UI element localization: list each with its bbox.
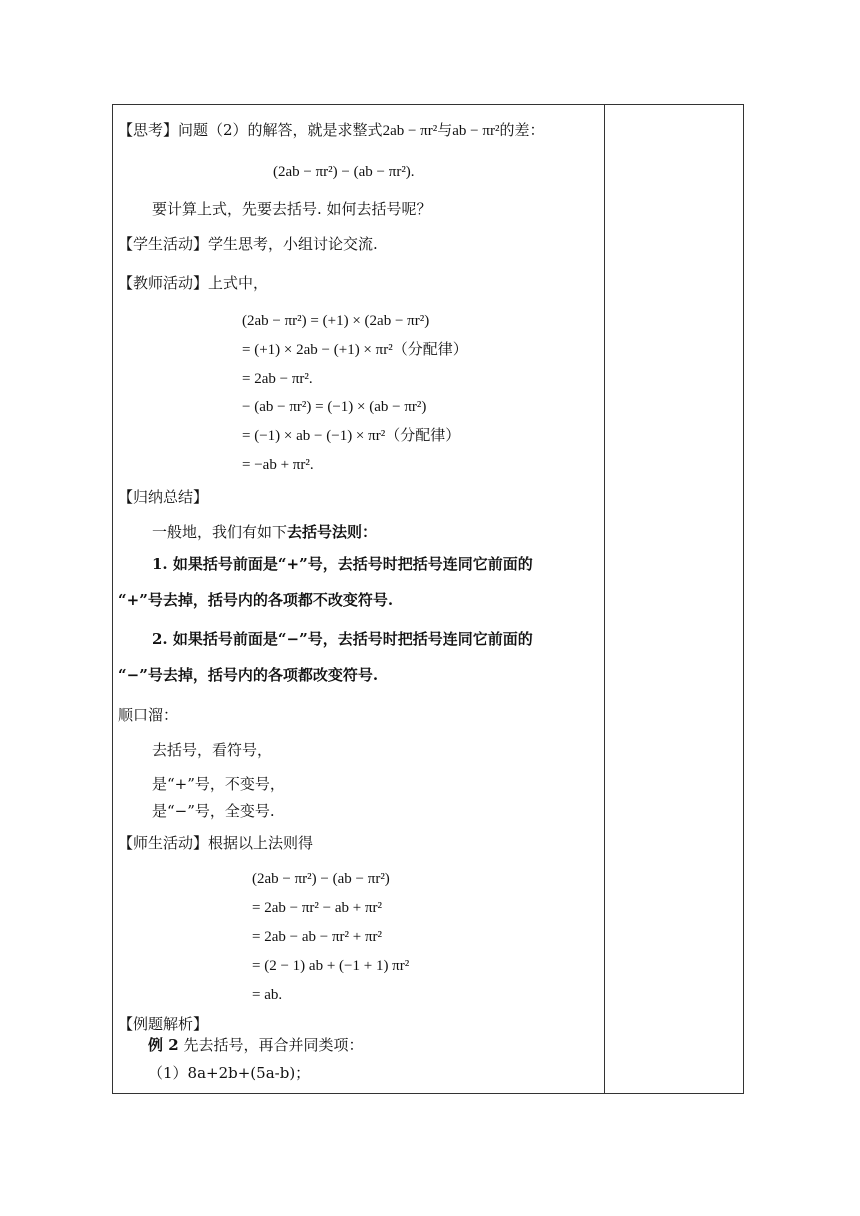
think-paragraph <box>118 119 544 142</box>
teacher-student-activity <box>118 832 313 854</box>
think-center-expression: (2ab − πr²) − (ab − πr²). <box>273 164 415 180</box>
think-text-c: 的差： <box>499 121 545 139</box>
ts-step: (2ab − πr²) − (ab − πr²) <box>252 871 390 887</box>
ts-step: = (2 − 1) ab + (−1 + 1) πr² <box>252 958 410 974</box>
rule1-line2: “+”号去掉，括号内的各项都不改变符号. <box>118 591 394 609</box>
think-text-b: 与 <box>437 121 453 139</box>
teacher-step: = (−1) × ab − (−1) × πr²（分配律） <box>242 428 461 444</box>
summary-intro-text: 一般地，我们有如下 <box>152 523 288 541</box>
teacher-activity <box>118 272 268 294</box>
think-label: 【思考】 <box>118 121 179 139</box>
teacher-student-text: 根据以上法则得 <box>208 834 314 852</box>
teacher-step: − (ab − πr²) = (−1) × (ab − πr²) <box>242 399 427 415</box>
example-item-1: （1）8a+2b+(5a-b)； <box>148 1064 311 1082</box>
rhyme-line: 是“−”号，全变号. <box>152 802 275 820</box>
student-text: 学生思考，小组讨论交流. <box>208 235 378 253</box>
example-title <box>148 1034 363 1056</box>
teacher-step: (2ab − πr²) = (+1) × (2ab − πr²) <box>242 313 430 329</box>
teacher-step: = −ab + πr². <box>242 457 314 473</box>
rule2-line2: “−”号去掉，括号内的各项都改变符号. <box>118 666 379 684</box>
example-instruction: 先去括号，再合并同类项： <box>183 1036 364 1054</box>
think-follow-text: 要计算上式，先要去括号. 如何去括号呢？ <box>152 200 432 218</box>
ts-step: = 2ab − ab − πr² + πr² <box>252 929 383 945</box>
rhyme-line: 去括号，看符号， <box>152 741 273 759</box>
summary-label: 【归纳总结】 <box>118 488 209 506</box>
ts-step: = 2ab − πr² − ab + πr² <box>252 900 383 916</box>
rule1-line1: 1. 如果括号前面是“+”号，去括号时把括号连同它前面的 <box>152 555 533 573</box>
student-activity <box>118 233 378 255</box>
teacher-label: 【教师活动】 <box>118 274 209 292</box>
summary-intro <box>152 521 377 543</box>
ts-step: = ab. <box>252 987 283 1003</box>
rhyme-label: 顺口溜： <box>118 706 179 724</box>
think-expr1: 2ab − πr² <box>382 123 438 139</box>
think-expr2: ab − πr² <box>452 123 500 139</box>
summary-intro-bold: 去括号法则： <box>287 523 378 541</box>
example-label: 【例题解析】 <box>118 1015 209 1033</box>
student-label: 【学生活动】 <box>118 235 209 253</box>
teacher-student-label: 【师生活动】 <box>118 834 209 852</box>
teacher-step: = 2ab − πr². <box>242 371 313 387</box>
example-number: 例 2 <box>148 1036 179 1054</box>
column-divider <box>604 104 605 1094</box>
teacher-text: 上式中， <box>208 274 269 292</box>
rule2-line1: 2. 如果括号前面是“−”号，去括号时把括号连同它前面的 <box>152 630 533 648</box>
teacher-step: = (+1) × 2ab − (+1) × πr²（分配律） <box>242 342 468 358</box>
rhyme-line: 是“+”号，不变号， <box>152 775 285 793</box>
think-text-a: 问题（2）的解答，就是求整式 <box>178 121 383 139</box>
